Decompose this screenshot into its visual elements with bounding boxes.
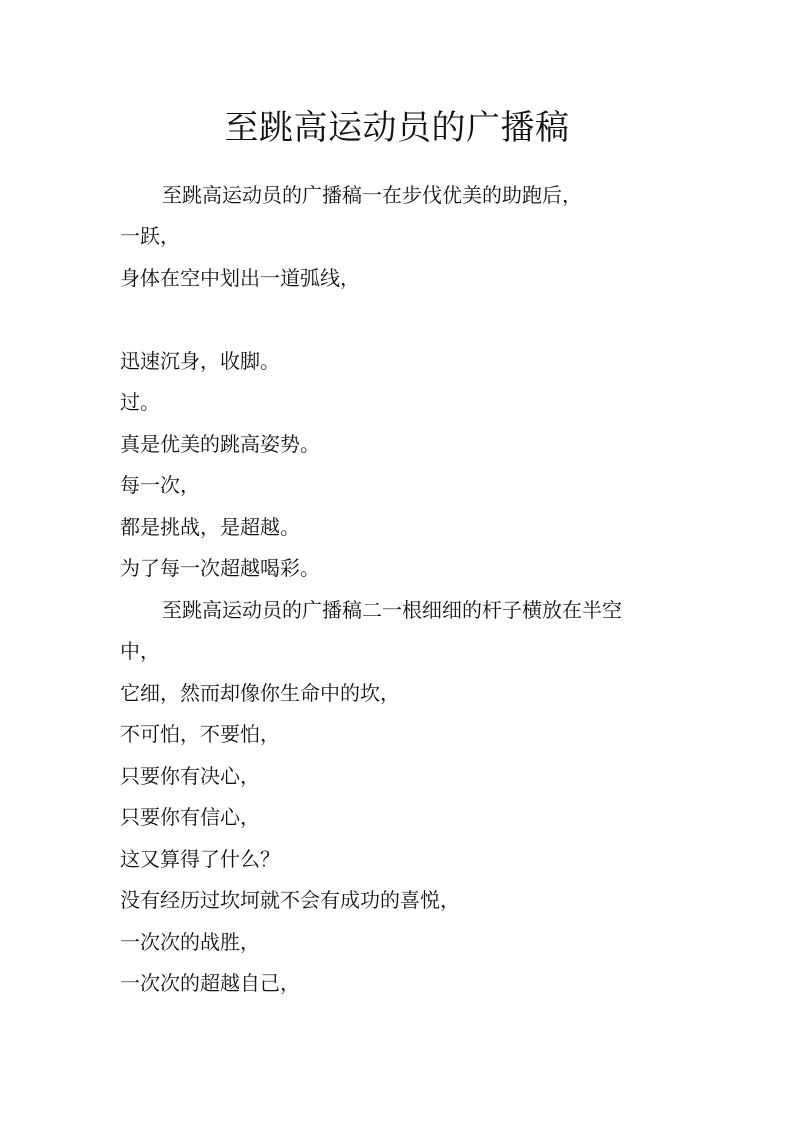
paragraph-line: 至跳高运动员的广播稿一在步伐优美的助跑后， xyxy=(162,183,582,207)
paragraph-line: 这又算得了什么？ xyxy=(120,847,280,871)
document-title: 至跳高运动员的广播稿 xyxy=(224,108,570,148)
paragraph-line: 不可怕，不要怕， xyxy=(120,722,280,746)
paragraph-line: 一跃， xyxy=(120,224,180,248)
paragraph-line: 一次次的超越自己， xyxy=(120,971,300,995)
paragraph-line: 没有经历过坎坷就不会有成功的喜悦， xyxy=(120,888,460,912)
paragraph-line: 中， xyxy=(120,639,160,663)
paragraph-line: 都是挑战，是超越。 xyxy=(120,515,300,539)
paragraph-line: 只要你有决心， xyxy=(120,764,260,788)
paragraph-line: 身体在空中划出一道弧线， xyxy=(120,266,360,290)
paragraph-line: 只要你有信心， xyxy=(120,805,260,829)
paragraph-line: 它细，然而却像你生命中的坎， xyxy=(120,681,400,705)
paragraph-line: 迅速沉身，收脚。 xyxy=(120,349,280,373)
paragraph-line: 过。 xyxy=(120,390,160,414)
paragraph-line: 真是优美的跳高姿势。 xyxy=(120,432,320,456)
paragraph-line: 至跳高运动员的广播稿二一根细细的杆子横放在半空 xyxy=(162,598,622,622)
paragraph-line: 每一次， xyxy=(120,473,200,497)
paragraph-line: 为了每一次超越喝彩。 xyxy=(120,556,320,580)
paragraph-line: 一次次的战胜， xyxy=(120,930,260,954)
